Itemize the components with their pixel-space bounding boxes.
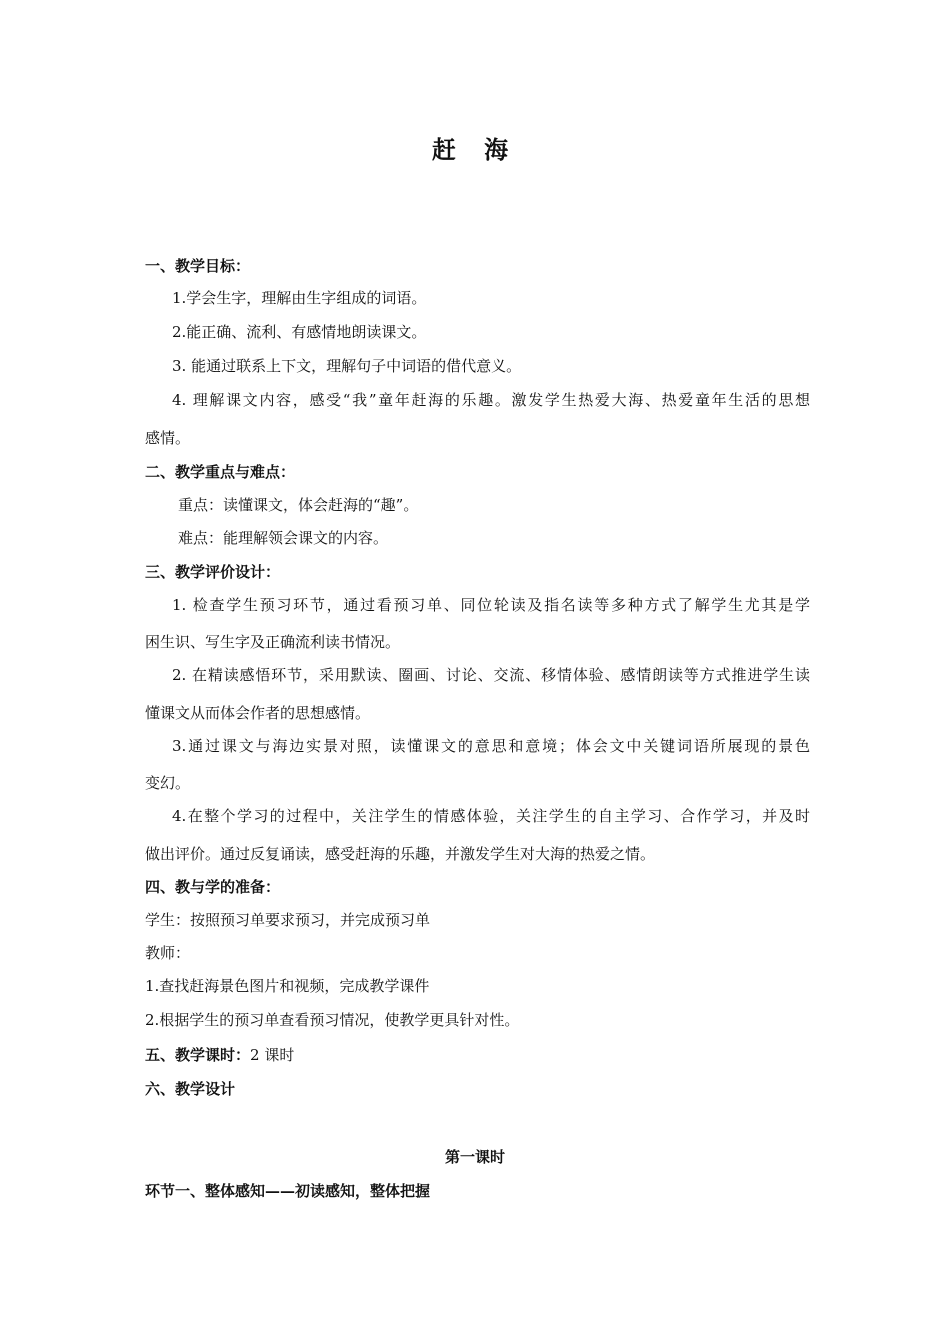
preparation-teacher: 教师： xyxy=(145,944,191,962)
design-heading: 六、教学设计 xyxy=(145,1080,236,1098)
step-1-heading: 环节一、整体感知——初读感知，整体把握 xyxy=(145,1182,431,1200)
goal-2: 2.能正确、流利、有感情地朗读课文。 xyxy=(172,323,427,341)
lesson-title: 第一课时 xyxy=(444,1148,505,1166)
evaluation-4-line2: 做出评价。通过反复诵读，感受赶海的乐趣，并激发学生对大海的热爱之情。 xyxy=(145,845,656,863)
document-title: 赶 海 xyxy=(431,135,519,164)
evaluation-2-line2: 懂课文从而体会作者的思想感情。 xyxy=(145,704,371,722)
goal-1: 1.学会生字，理解由生字组成的词语。 xyxy=(172,289,427,307)
evaluation-heading: 三、教学评价设计： xyxy=(145,563,281,581)
difficult-point: 难点：能理解领会课文的内容。 xyxy=(178,529,389,547)
class-hours-value: 2 课时 xyxy=(250,1046,295,1064)
evaluation-2-line1: 2. 在精读感悟环节，采用默读、圈画、讨论、交流、移情体验、感情朗读等方式推进学生读 xyxy=(172,666,810,684)
goals-heading: 一、教学目标： xyxy=(145,257,251,275)
evaluation-1-line1: 1. 检查学生预习环节，通过看预习单、同位轮读及指名读等多种方式了解学生尤其是学 xyxy=(172,596,810,614)
goal-4-line1: 4. 理解课文内容，感受“我”童年赶海的乐趣。激发学生热爱大海、热爱童年生活的思想 xyxy=(172,391,810,409)
class-hours-heading: 五、教学课时： xyxy=(145,1046,251,1064)
preparation-student: 学生：按照预习单要求预习，并完成预习单 xyxy=(145,911,431,929)
evaluation-3-line2: 变幻。 xyxy=(145,774,191,792)
evaluation-3-line1: 3.通过课文与海边实景对照，读懂课文的意思和意境；体会文中关键词语所展现的景色 xyxy=(172,737,810,755)
evaluation-1-line2: 困生识、写生字及正确流利读书情况。 xyxy=(145,633,401,651)
goal-3: 3. 能通过联系上下文，理解句子中词语的借代意义。 xyxy=(172,357,522,375)
goal-4-line2: 感情。 xyxy=(145,429,191,447)
evaluation-4-line1: 4.在整个学习的过程中，关注学生的情感体验，关注学生的自主学习、合作学习，并及时 xyxy=(172,807,810,825)
preparation-heading: 四、教与学的准备： xyxy=(145,878,281,896)
key-points-heading: 二、教学重点与难点： xyxy=(145,463,296,481)
key-point: 重点：读懂课文，体会赶海的“趣”。 xyxy=(178,496,419,514)
preparation-teacher-item-2: 2.根据学生的预习单查看预习情况，使教学更具针对性。 xyxy=(145,1011,520,1029)
preparation-teacher-item-1: 1.查找赶海景色图片和视频，完成教学课件 xyxy=(145,977,430,995)
class-hours-line xyxy=(145,1045,810,1065)
